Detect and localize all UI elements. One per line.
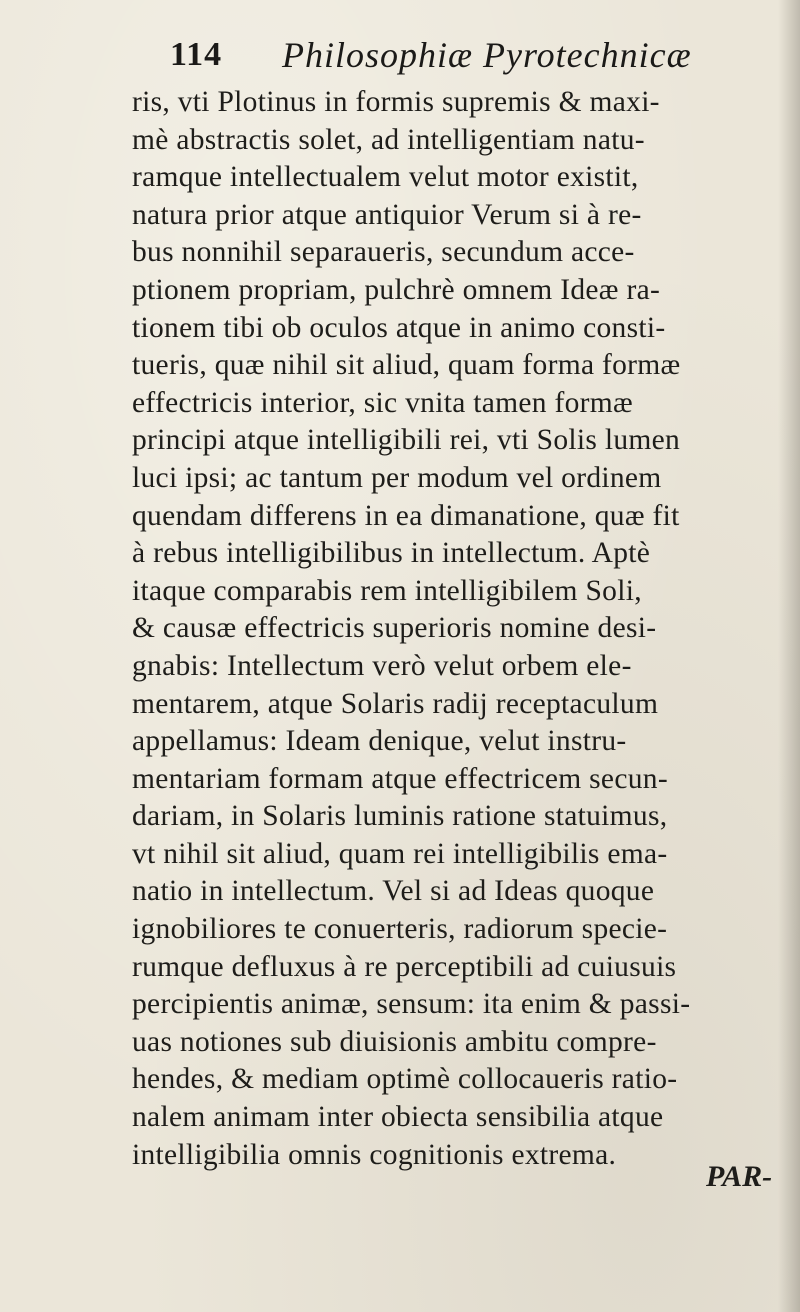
text-line: itaque comparabis rem intelligibilem Soli, — [132, 574, 642, 607]
text-line: natio in intellectum. Vel si ad Ideas quoque — [132, 875, 655, 908]
page-edge-shadow — [778, 0, 800, 1312]
catchword: PAR- — [706, 1160, 773, 1193]
text-line: dariam, in Solaris luminis ratione statuimus, — [132, 800, 668, 833]
page-header — [170, 30, 730, 80]
text-line: ramque intellectualem velut motor existit, — [132, 161, 639, 194]
text-line: mè abstractis solet, ad intelligentiam natu- — [132, 123, 645, 156]
text-line: natura prior atque antiquior Verum si à re- — [132, 198, 642, 231]
text-line: ignobiliores te conuerteris, radiorum specie- — [132, 913, 668, 946]
text-line: intelligibilia omnis cognitionis extrema. — [132, 1138, 617, 1171]
text-line: luci ipsi; ac tantum per modum vel ordinem — [132, 461, 662, 494]
text-line: uas notiones sub diuisionis ambitu compre- — [132, 1025, 657, 1058]
text-line: gnabis: Intellectum verò velut orbem ele- — [132, 649, 632, 682]
text-line: tueris, quæ nihil sit aliud, quam forma formæ — [132, 349, 681, 382]
text-line: percipientis animæ, sensum: ita enim & passi- — [132, 988, 691, 1021]
text-line: quendam differens in ea dimanatione, quæ fit — [132, 499, 680, 532]
text-line: bus nonnihil separaueris, secundum acce- — [132, 236, 635, 269]
text-line: à rebus intelligibilibus in intellectum. Aptè — [132, 537, 651, 570]
text-line: principi atque intelligibili rei, vti Solis lumen — [132, 424, 681, 457]
text-line: mentariam formam atque effectricem secun- — [132, 762, 668, 795]
text-line: mentarem, atque Solaris radij receptaculum — [132, 687, 659, 720]
body-text — [132, 84, 732, 1174]
running-title: Philosophiæ Pyrotechnicæ — [282, 35, 692, 75]
text-line: effectricis interior, sic vnita tamen formæ — [132, 386, 634, 419]
text-line: tionem tibi ob oculos atque in animo consti- — [132, 311, 666, 344]
text-line: & causæ effectricis superioris nomine desi- — [132, 612, 657, 645]
text-line: ris, vti Plotinus in formis supremis & maxi- — [132, 86, 660, 118]
text-line: ptionem propriam, pulchrè omnem Ideæ ra- — [132, 273, 661, 306]
text-line: rumque defluxus à re perceptibili ad cuiusuis — [132, 950, 677, 983]
text-line: nalem animam inter obiecta sensibilia atque — [132, 1101, 664, 1134]
text-line: appellamus: Ideam denique, velut instru- — [132, 725, 627, 758]
text-line: vt nihil sit aliud, quam rei intelligibilis ema- — [132, 837, 668, 870]
page-number: 114 — [170, 36, 223, 73]
text-line: hendes, & mediam optimè collocaueris ratio- — [132, 1063, 678, 1096]
